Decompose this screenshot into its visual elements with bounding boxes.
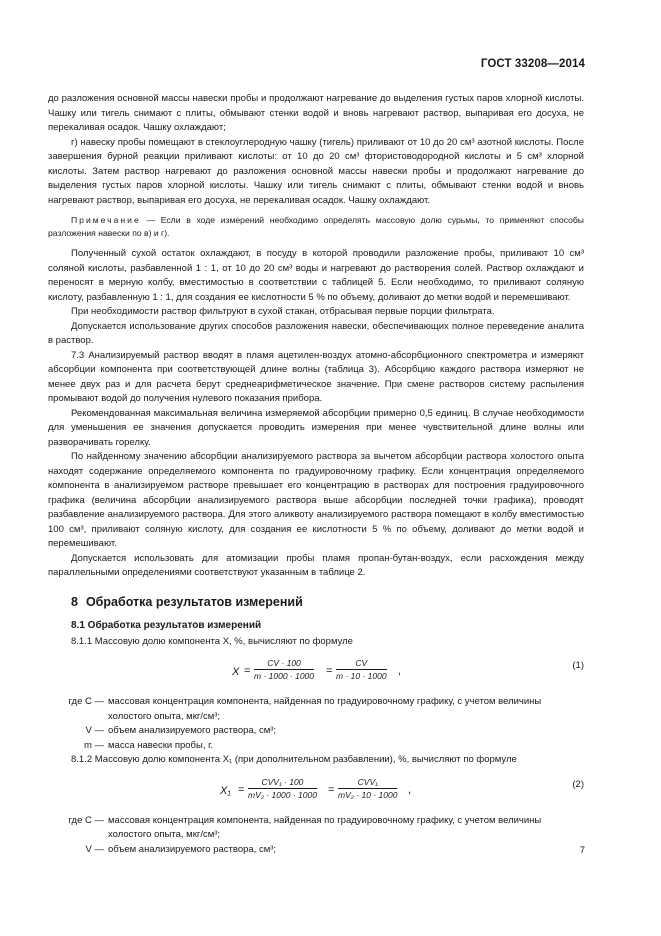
fraction-denominator: mV₂ · 1000 · 1000 [248, 789, 317, 800]
paragraph: до разложения основной массы навески пробы и продолжают нагревание до выделения густых паров хлорной кислоты. Чашку или тигель снимают с плиты, обмывают стенки водой и вновь нагревают раствор, выпаривая его досуха, не перекаливая осадок. Чашку охлаждают; [48, 93, 584, 133]
note-text: — Если в ходе измерений необходимо определять массовую долю сурьмы, то применяют способы разложения навески по в) и г). [48, 215, 584, 238]
paragraph: Допускается использование других способов разложения навески, обеспечивающих полное переведение аналита в раствор. [48, 320, 584, 346]
fraction-denominator: m · 10 · 1000 [336, 671, 387, 681]
equals-sign: = [326, 665, 333, 677]
definition-label: V — [85, 725, 104, 736]
fraction-2 [338, 776, 397, 801]
equals-sign: = [328, 783, 335, 796]
section-number: 8 [71, 594, 78, 609]
paragraph: Допускается использовать для атомизации пробы пламя пропан-бутан-воздух, если расхождения между параллельными определениями соответствуют указанным в таблице 2. [48, 552, 584, 578]
formula-comma: , [408, 783, 412, 796]
definitions-1 [48, 695, 584, 753]
paragraph: По найденному значению абсорбции анализируемого раствора за вычетом абсорбции раствора холостого опыта находят содержание определяемого компонента по градуировочному графику. Если концентрация определяемого компонента в анализируемом растворе превышает его концентрацию в растворах для построения градуировочного графика (величина абсорбции анализируемого раствора выше абсорбции последней точки графика), проводят разбавление анализируемого раствора. Для этого аликвоту анализируемого раствора помещают в колбу вместимостью 100 см³, приливают соляную кислоту, для создания ее кислотности 5 % по объему, доливают до метки водой и перемешивают. [48, 451, 584, 549]
document-body [48, 92, 584, 857]
formula-lhs: X [232, 666, 240, 678]
fraction-2 [336, 657, 387, 682]
definition-row [48, 724, 584, 739]
formula-intro: 8.1.2 Массовую долю компонента X₁ (при дополнительном разбавлении), %, вычисляют по формуле [71, 754, 517, 765]
fraction-1 [248, 776, 317, 801]
formula-number: (1) [572, 660, 584, 671]
paragraph: При необходимости раствор фильтруют в сухой стакан, отбрасывая первые порции фильтрата. [71, 306, 495, 317]
page-number: 7 [579, 845, 585, 856]
formula-1 [48, 655, 584, 689]
note-label: Примечание [71, 215, 141, 225]
paragraph: Полученный сухой остаток охлаждают, в посуду в которой проводили разложение пробы, приливают 10 см³ соляной кислоты, разбавленной 1 : 1, от 10 до 20 см³ воды и нагревают до растворения солей. Раствор охлаждают и переносят в мерную колбу, вместимостью в соответствии с таблицей 5. Если необходимо, то приливают соляную кислоту, разбавленную 1 : 1, для создания ее кислотности 5 % по объему, доливают до метки водой и перемешивают. [48, 248, 584, 303]
formula-number: (2) [572, 778, 584, 790]
paragraph: 7.3 Анализируемый раствор вводят в пламя ацетилен-воздух атомно-абсорбционного спектрометра и измеряют абсорбции компонента при соответствующей длине волны (таблица 3). Абсорбцию каждого раствора измеряют не менее двух раз и для расчета берут среднеарифметическое значение. При смене растворов систему распыления промывают водой до получения нулевого показания прибора. [48, 349, 584, 404]
fraction-numerator: CVV₁ · 100 [248, 776, 317, 789]
section-heading [71, 595, 584, 610]
fraction-1 [254, 657, 314, 682]
fraction-denominator: mV₂ · 10 · 1000 [338, 789, 398, 800]
formula-comma: , [398, 665, 402, 677]
section-title: Обработка результатов измерений [85, 594, 303, 609]
definition-label: где C — [68, 814, 104, 826]
definition-text: массовая концентрация компонента, найденная по градуировочному графику, с учетом величины холостого опыта, мкг/см³; [108, 814, 542, 840]
equals-sign: = [238, 783, 245, 796]
definition-label: m — [83, 739, 104, 751]
definition-text: объем анализируемого раствора, см³; [108, 843, 277, 855]
page-header: ГОСТ 33208—2014 [480, 58, 585, 70]
definition-row [48, 814, 584, 843]
definition-text: масса навески пробы, г. [108, 739, 214, 751]
subsection-heading: 8.1 Обработка результатов измерений [71, 620, 262, 631]
paragraph: Рекомендованная максимальная величина измеряемой абсорбции примерно 0,5 единиц. В случае необходимости для уменьшения ее значения допускается проводить измерения при менее чувствительной длине волны или разворачивать горелку. [48, 407, 584, 448]
definition-text: массовая концентрация компонента, найденная по градуировочному графику, с учетом величины холостого опыта, мкг/см³; [108, 696, 542, 722]
fraction-denominator: m · 1000 · 1000 [254, 671, 315, 681]
formula-2 [48, 774, 584, 808]
fraction-numerator: CV · 100 [254, 657, 314, 670]
fraction-numerator: CV [336, 657, 387, 670]
paragraph: г) навеску пробы помещают в стеклоуглеродную чашку (тигель) приливают от 10 до 20 см³ азотной кислоты. После завершения бурной реакции приливают кислоты: от 10 до 20 см³ фтористоводородной кислоты и 5 см³ хлорной кислоты. Затем раствор нагревают до разложения основной массы навески пробы и продолжают нагревание до выделения густых паров хлорной кислоты. Чашку или тигель снимают с плиты, обмывают стенки водой и вновь нагревают раствор, выпаривая его досуха, не перекаливая осадок. Чашку охлаждают. [48, 136, 584, 206]
note [48, 214, 584, 240]
equals-sign: = [244, 665, 251, 677]
definition-text: объем анализируемого раствора, см³; [108, 725, 277, 736]
definition-row [48, 739, 584, 754]
formula-lhs: X₁ [220, 784, 231, 797]
definition-label: V — [85, 843, 104, 855]
fraction-numerator: CVV₁ [338, 776, 397, 789]
definition-row [48, 843, 584, 858]
formula-intro: 8.1.1 Массовую долю компонента X, %, вычисляют по формуле [71, 635, 353, 647]
definition-label: где C — [68, 696, 104, 707]
definition-row [48, 695, 584, 724]
definitions-2 [48, 814, 584, 858]
